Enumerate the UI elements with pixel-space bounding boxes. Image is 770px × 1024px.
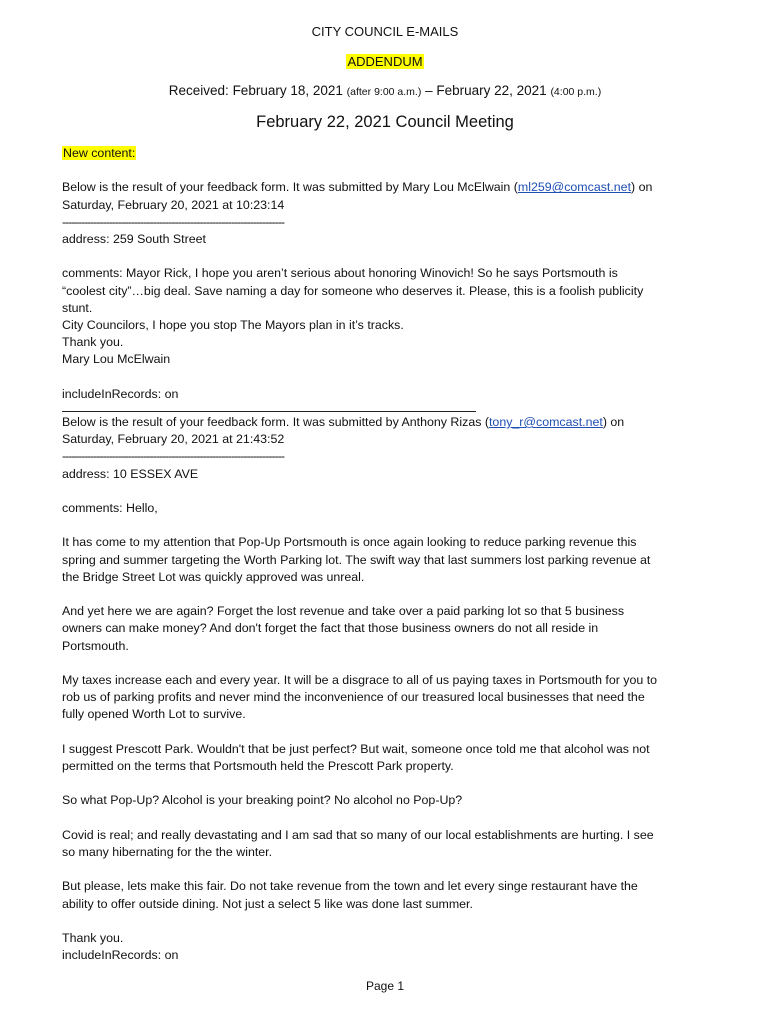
email2-address: address: 10 ESSEX AVE xyxy=(62,466,199,481)
email2-intro-end: ) on xyxy=(602,415,625,429)
email1-datetime: Saturday, February 20, 2021 at 10:23:14 xyxy=(62,197,285,212)
email2-datetime: Saturday, February 20, 2021 at 21:43:52 xyxy=(62,432,285,447)
email2-para-line: My taxes increase each and every year. It will be a disgrace to all of us paying taxes in Portsmouth for you to xyxy=(62,672,658,687)
email2-para-line: permitted on the terms that Portsmouth held the Prescott Park property. xyxy=(62,758,454,773)
email2-thanks: Thank you. xyxy=(62,930,124,945)
email2-greeting: comments: Hello, xyxy=(62,501,158,515)
separator-line: ----------------------------------------------------------------------- xyxy=(62,214,284,229)
addendum-highlight: ADDENDUM xyxy=(347,54,423,69)
email1-comment-line: Thank you. xyxy=(62,335,124,350)
email1-comment-line: stunt. xyxy=(62,300,93,315)
email2-para-line: so many hibernating for the the winter. xyxy=(62,844,273,859)
email2-intro-text: Below is the result of your feedback form. It was submitted by Anthony Rizas ( xyxy=(62,415,489,429)
email2-address-link[interactable]: tony_r@comcast.net xyxy=(488,415,603,429)
email2-para-line: owners can make money? And don't forget the fact that those business owners do not all reside in xyxy=(62,621,599,636)
email1-comment-line: comments: Mayor Rick, I hope you aren’t serious about honoring Winovich! So he says Portsmouth is xyxy=(62,266,618,281)
addendum-label xyxy=(0,54,770,69)
section-divider xyxy=(62,403,476,412)
email2-para-line: So what Pop-Up? Alcohol is your breaking point? No alcohol no Pop-Up? xyxy=(62,793,463,808)
email2-para-line: But please, lets make this fair. Do not take revenue from the town and let every singe restaurant have the xyxy=(62,879,638,894)
email1-include-in-records: includeInRecords: on xyxy=(62,386,179,401)
doc-header-title: CITY COUNCIL E-MAILS xyxy=(311,24,459,39)
email2-include-in-records: includeInRecords: on xyxy=(62,948,179,963)
page-number: Page 1 xyxy=(365,979,405,993)
document-body xyxy=(62,145,702,964)
separator-line: ----------------------------------------------------------------------- xyxy=(62,449,284,464)
email2-para-line: spring and summer targeting the Worth Parking lot. The swift way that last summers lost parking revenue at xyxy=(62,552,651,567)
email1-intro-end: ) on xyxy=(631,180,653,195)
email1-address-link[interactable]: ml259@comcast.net xyxy=(517,180,632,195)
email1-comment-line: City Councilors, I hope you stop The Mayors plan in it’s tracks. xyxy=(62,318,404,332)
email2-para-line: the Bridge Street Lot was quickly approved was unreal. xyxy=(62,569,365,584)
email2-para-line: And yet here we are again? Forget the lost revenue and take over a paid parking lot so that 5 business xyxy=(62,604,625,619)
email1-address: address: 259 South Street xyxy=(62,232,206,246)
email2-intro xyxy=(62,414,702,431)
meeting-title: February 22, 2021 Council Meeting xyxy=(256,113,514,131)
email1-comment-line: “coolest city”…big deal. Save naming a day for someone who deserves it. Please, this is a foolish publicity xyxy=(62,283,644,298)
email2-para-line: I suggest Prescott Park. Wouldn't that be just perfect? But wait, someone once told me that alcohol was not xyxy=(62,741,650,756)
received-range xyxy=(0,83,770,98)
email2-para-line: It has come to my attention that Pop-Up Portsmouth is once again looking to reduce parking revenue this xyxy=(62,535,637,550)
new-content-label: New content: xyxy=(63,146,136,160)
email2-para-line: Portsmouth. xyxy=(62,638,129,653)
received-to-time: (4:00 p.m.) xyxy=(550,86,602,98)
email2-para-line: ability to offer outside dining. Not just a select 5 like was done last summer. xyxy=(62,896,473,911)
email2-para-line: rob us of parking profits and never mind the inconvenience of our treasured local businesses that need the xyxy=(62,690,645,705)
email2-para-line: Covid is real; and really devastating and I am sad that so many of our local establishments are hurting. I see xyxy=(62,827,654,842)
received-to: – February 22, 2021 xyxy=(421,83,551,98)
email1-intro xyxy=(62,179,702,196)
email1-intro-text: Below is the result of your feedback form. It was submitted by Mary Lou McElwain ( xyxy=(62,180,518,195)
received-from: Received: February 18, 2021 xyxy=(168,83,347,98)
email1-comment-line: Mary Lou McElwain xyxy=(62,352,171,367)
received-from-time: (after 9:00 a.m.) xyxy=(346,86,422,98)
email2-para-line: fully opened Worth Lot to survive. xyxy=(62,707,246,722)
